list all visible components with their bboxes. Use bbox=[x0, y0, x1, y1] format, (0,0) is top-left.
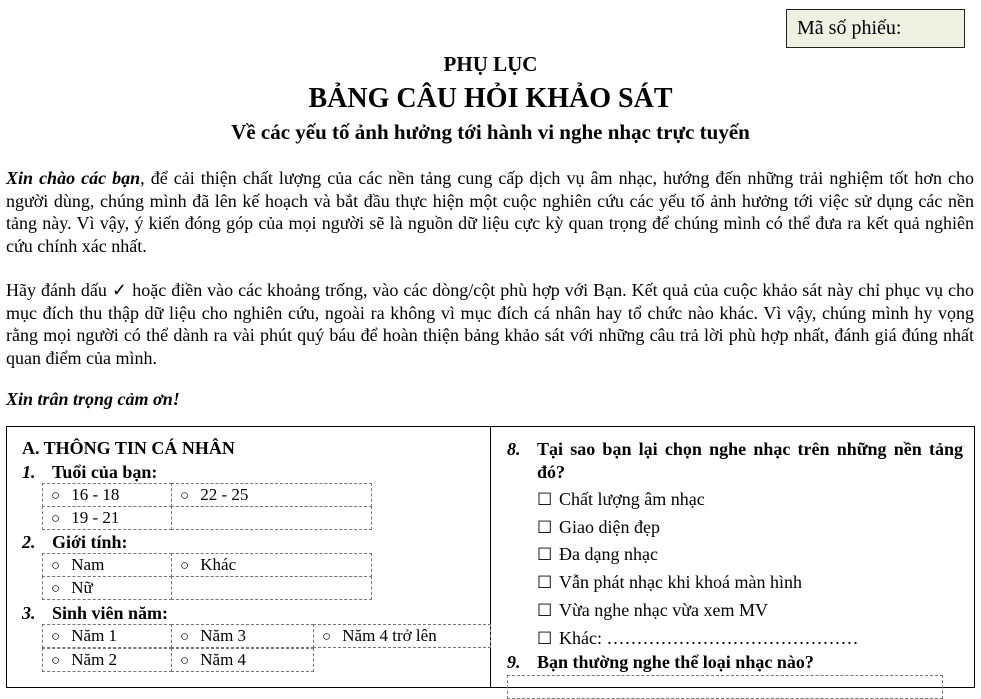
q1-option-22-25[interactable] bbox=[171, 483, 372, 507]
column-divider bbox=[490, 426, 491, 688]
q2-option-other[interactable] bbox=[171, 553, 372, 577]
option-label: Khác bbox=[200, 555, 237, 574]
radio-icon: ○ bbox=[180, 629, 190, 645]
option-label: Năm 4 bbox=[200, 650, 247, 669]
greeting: Xin chào các bạn bbox=[6, 168, 141, 188]
option-label: Năm 4 trở lên bbox=[342, 626, 437, 645]
option-label: Năm 3 bbox=[200, 626, 247, 645]
q8-question bbox=[507, 438, 963, 484]
q1-empty-cell bbox=[171, 506, 372, 530]
option-label: Vẫn phát nhạc khi khoá màn hình bbox=[559, 572, 802, 592]
option-label: Khác: …………………………………… bbox=[559, 628, 859, 648]
q2-option-female[interactable] bbox=[42, 576, 172, 600]
option-label: Nam bbox=[71, 555, 105, 574]
q9-text: Bạn thường nghe thể loại nhạc nào? bbox=[537, 652, 814, 672]
q2-option-male[interactable] bbox=[42, 553, 172, 577]
q2-text: Giới tính: bbox=[52, 532, 128, 552]
survey-subtitle: Về các yếu tố ảnh hưởng tới hành vi nghe nhạc trực tuyến bbox=[231, 120, 750, 144]
option-label: Vừa nghe nhạc vừa xem MV bbox=[559, 600, 768, 620]
q1-option-16-18[interactable] bbox=[42, 483, 172, 507]
radio-icon: ○ bbox=[51, 511, 61, 527]
q1-text: Tuổi của bạn: bbox=[52, 462, 158, 482]
q3-option-year-1[interactable] bbox=[42, 624, 172, 648]
checkbox-icon[interactable]: ☐ bbox=[537, 518, 553, 537]
radio-icon: ○ bbox=[51, 629, 61, 645]
radio-icon: ○ bbox=[180, 558, 190, 574]
q1-option-19-21[interactable] bbox=[42, 506, 172, 530]
checkbox-icon[interactable]: ☐ bbox=[537, 490, 553, 509]
q3-option-year-4-plus[interactable] bbox=[313, 624, 491, 648]
option-label: Năm 1 bbox=[71, 626, 118, 645]
intro-paragraph-1-text: , để cải thiện chất lượng của các nền tảng cung cấp dịch vụ âm nhạc, hướng đến những trải nghiệm tốt hơn cho người dùng, chúng mình đã lên kế hoạch và bắt đầu thực hiện một cuộc nghiên cứu các yếu tố ảnh hưởng tới việc sử dụng các nền tảng này. Vì vậy, ý kiến đóng góp của mọi người sẽ là nguồn dữ liệu cực kỳ quan trọng để chúng mình có thể đưa ra kết quả nghiên cứu chính xác nhất. bbox=[6, 168, 974, 257]
radio-icon: ○ bbox=[51, 581, 61, 597]
option-label: Đa dạng nhạc bbox=[559, 544, 658, 564]
q3-option-year-3[interactable] bbox=[171, 624, 314, 648]
q8-number: 8. bbox=[507, 439, 521, 459]
q8-option-5[interactable] bbox=[537, 599, 768, 622]
checkbox-icon[interactable]: ☐ bbox=[537, 573, 553, 592]
q8-option-1[interactable] bbox=[537, 488, 705, 511]
section-a-heading: A. THÔNG TIN CÁ NHÂN bbox=[22, 438, 235, 458]
q8-text: Tại sao bạn lại chọn nghe nhạc trên những nền tảng đó? bbox=[537, 439, 963, 482]
option-label: Chất lượng âm nhạc bbox=[559, 489, 705, 509]
thanks-text: Xin trân trọng cảm ơn! bbox=[6, 389, 180, 409]
q8-option-2[interactable] bbox=[537, 516, 660, 539]
q8-option-other[interactable] bbox=[537, 627, 858, 650]
q3-text: Sinh viên năm: bbox=[52, 603, 169, 623]
intro-paragraph-2: Hãy đánh dấu ✓ hoặc điền vào các khoảng trống, vào các dòng/cột phù hợp với Bạn. Kết quả của cuộc khảo sát này chỉ phục vụ cho mục đích thu thập dữ liệu cho nghiên cứu, ngoài ra không vì mục đích cá nhân hay tổ chức nào khác. Vì vậy, chúng mình hy vọng rằng mọi người có thể dành ra vài phút quý báu để hoàn thiện bảng khảo sát với những câu trả lời phù hợp nhất, đánh giá đúng nhất quan điểm của mình. bbox=[6, 280, 974, 369]
q3-question bbox=[22, 602, 168, 624]
radio-icon: ○ bbox=[180, 653, 190, 669]
option-label: 22 - 25 bbox=[200, 485, 249, 504]
option-label: Nữ bbox=[71, 578, 93, 597]
appendix-label: PHỤ LỤC bbox=[443, 52, 538, 76]
form-code-box[interactable]: Mã số phiếu: bbox=[786, 9, 965, 48]
checkbox-icon[interactable]: ☐ bbox=[537, 629, 553, 648]
option-label: 19 - 21 bbox=[71, 508, 120, 527]
q3-number: 3. bbox=[22, 603, 36, 623]
q9-number: 9. bbox=[507, 652, 521, 672]
q9-options-table bbox=[507, 675, 943, 699]
q9-question bbox=[507, 651, 814, 673]
q2-question bbox=[22, 531, 127, 553]
radio-icon: ○ bbox=[51, 558, 61, 574]
radio-icon: ○ bbox=[51, 653, 61, 669]
q3-option-year-4[interactable] bbox=[171, 648, 314, 672]
option-label: Năm 2 bbox=[71, 650, 118, 669]
q2-number: 2. bbox=[22, 532, 36, 552]
q1-question bbox=[22, 461, 157, 483]
radio-icon: ○ bbox=[322, 629, 332, 645]
q1-number: 1. bbox=[22, 462, 36, 482]
checkbox-icon[interactable]: ☐ bbox=[537, 545, 553, 564]
q8-option-4[interactable] bbox=[537, 571, 802, 594]
intro-paragraph-1 bbox=[6, 167, 974, 258]
q2-empty-cell bbox=[171, 576, 372, 600]
q8-option-3[interactable] bbox=[537, 543, 658, 566]
checkbox-icon[interactable]: ☐ bbox=[537, 601, 553, 620]
radio-icon: ○ bbox=[180, 488, 190, 504]
survey-title: BẢNG CÂU HỎI KHẢO SÁT bbox=[308, 83, 673, 114]
option-label: 16 - 18 bbox=[71, 485, 120, 504]
q3-option-year-2[interactable] bbox=[42, 648, 172, 672]
option-label: Giao diện đẹp bbox=[559, 517, 660, 537]
radio-icon: ○ bbox=[51, 488, 61, 504]
